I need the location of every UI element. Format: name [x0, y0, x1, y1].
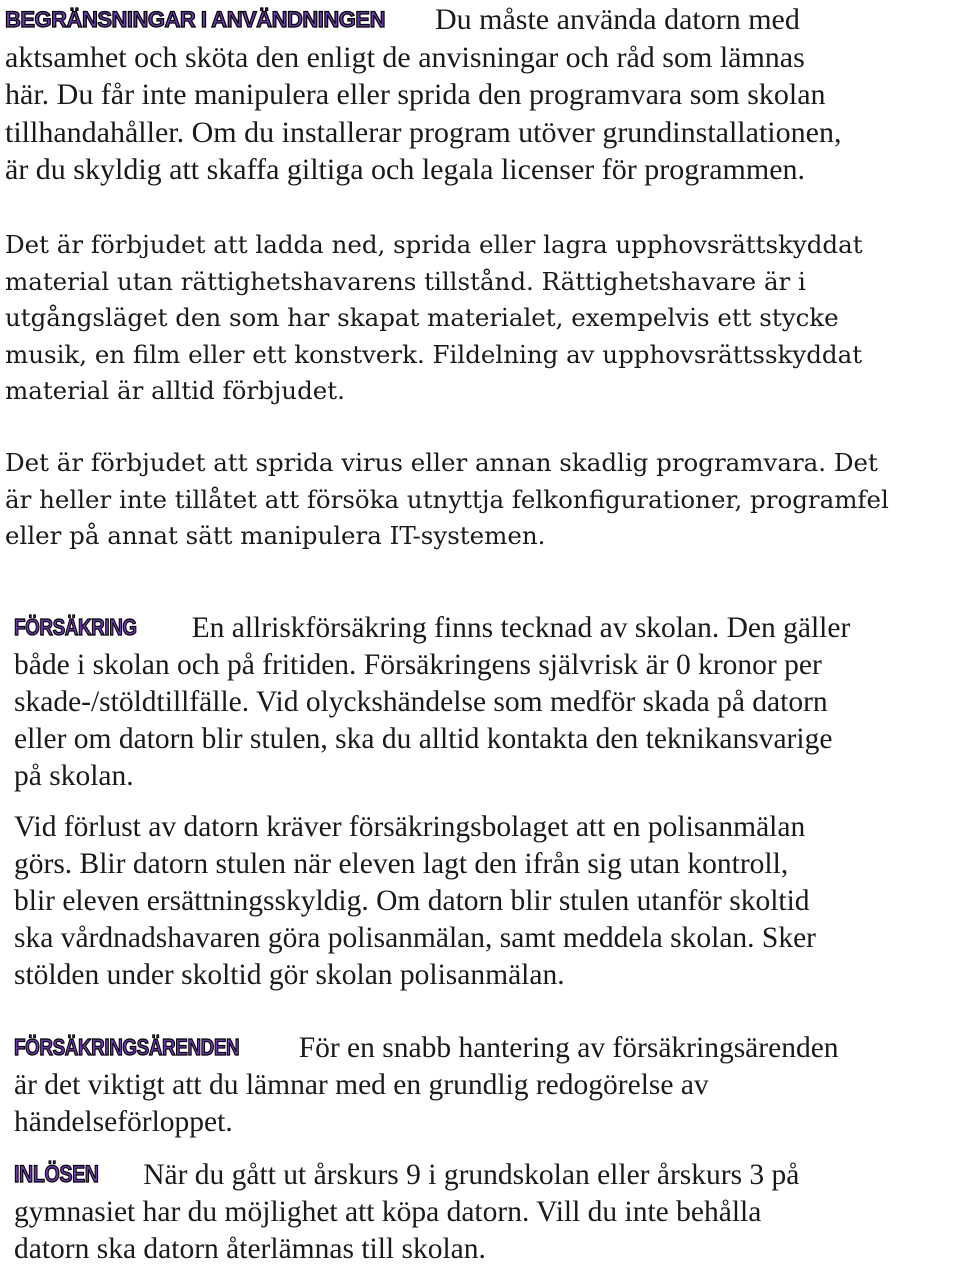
section-begransningar [5, 1, 955, 189]
forlust-line-2: görs. Blir datorn stulen när eleven lagt den ifrån sig utan kontroll, [14, 848, 789, 880]
forsakring-line-1: FÖRSÄKRING En allriskförsäkring finns tecknad av skolan. Den gäller [14, 609, 954, 647]
heading-forsakringsarenden: FÖRSÄKRINGSÄRENDEN [14, 1034, 240, 1060]
upphovsratt-line-5: material är alltid förbjudet. [5, 376, 345, 405]
forlust-line-3: blir eleven ersättningsskyldig. Om datorn blir stulen utanför skoltid [14, 885, 810, 917]
forsakring-line-4: eller om datorn blir stulen, ska du alltid kontakta den teknikansvarige [14, 723, 833, 755]
upphovsratt-line-3: utgångsläget den som har skapat materialet, exempelvis ett stycke [5, 303, 839, 332]
paragraph-upphovsratt [5, 227, 955, 410]
heading-inlosen: INLÖSEN [14, 1161, 99, 1188]
begransningar-line-4: tillhandahåller. Om du installerar program utöver grundinstallationen, [5, 115, 842, 149]
section-inlosen [14, 1156, 954, 1268]
virus-line-3: eller på annat sätt manipulera IT-systemen. [5, 521, 546, 550]
paragraph-forlust [14, 809, 954, 994]
begransningar-line-2: aktsamhet och sköta den enligt de anvisningar och råd som lämnas [5, 40, 805, 74]
inlosen-line-1: INLÖSEN När du gått ut årskurs 9 i grundskolan eller årskurs 3 på [14, 1156, 954, 1194]
virus-line-1: Det är förbjudet att sprida virus eller annan skadlig programvara. Det [5, 448, 878, 477]
forsakringsarenden-line-1: FÖRSÄKRINGSÄRENDEN För en snabb hantering av försäkringsärenden [14, 1029, 954, 1067]
forsakring-line-3: skade-/stöldtillfälle. Vid olyckshändelse som medför skada på datorn [14, 686, 828, 718]
forlust-line-1: Vid förlust av datorn kräver försäkringsbolaget att en polisanmälan [14, 811, 806, 843]
upphovsratt-line-2: material utan rättighetshavarens tillstånd. Rättighetshavare är i [5, 266, 806, 296]
forsakring-line-2: både i skolan och på fritiden. Försäkringens självrisk är 0 kronor per [14, 649, 822, 681]
paragraph-virus [5, 445, 955, 555]
forsakring-line-5: på skolan. [14, 760, 134, 792]
forsakringsarenden-line-2: är det viktigt att du lämnar med en grundlig redogörelse av [14, 1069, 709, 1101]
heading-forsakring: FÖRSÄKRING [14, 614, 137, 640]
begransningar-line-5: är du skyldig att skaffa giltiga och legala licenser för programmen. [5, 153, 806, 186]
upphovsratt-line-1: Det är förbjudet att ladda ned, sprida eller lagra upphovsrättskyddat [5, 230, 863, 259]
forlust-line-5: stölden under skoltid gör skolan polisanmälan. [14, 959, 565, 991]
begransningar-line-3: här. Du får inte manipulera eller sprida den programvara som skolan [5, 78, 826, 111]
inlosen-line-3: datorn ska datorn återlämnas till skolan. [14, 1233, 486, 1265]
forlust-line-4: ska vårdnadshavaren göra polisanmälan, samt meddela skolan. Sker [14, 922, 816, 954]
section-forsakringsarenden [14, 1029, 954, 1141]
upphovsratt-line-4: musik, en film eller ett konstverk. Fildelning av upphovsrättsskyddat [5, 339, 863, 369]
forsakringsarenden-line-3: händelseförloppet. [14, 1106, 233, 1138]
heading-begransningar: BEGRÄNSNINGAR I ANVÄNDNINGEN [5, 7, 385, 32]
section-forsakring [14, 609, 954, 795]
virus-line-2: är heller inte tillåtet att försöka utnyttja felkonfigurationer, programfel [5, 484, 889, 514]
begransningar-line-1: BEGRÄNSNINGAR I ANVÄNDNINGEN Du måste använda datorn med [5, 1, 955, 39]
inlosen-line-2: gymnasiet har du möjlighet att köpa datorn. Vill du inte behålla [14, 1196, 762, 1228]
